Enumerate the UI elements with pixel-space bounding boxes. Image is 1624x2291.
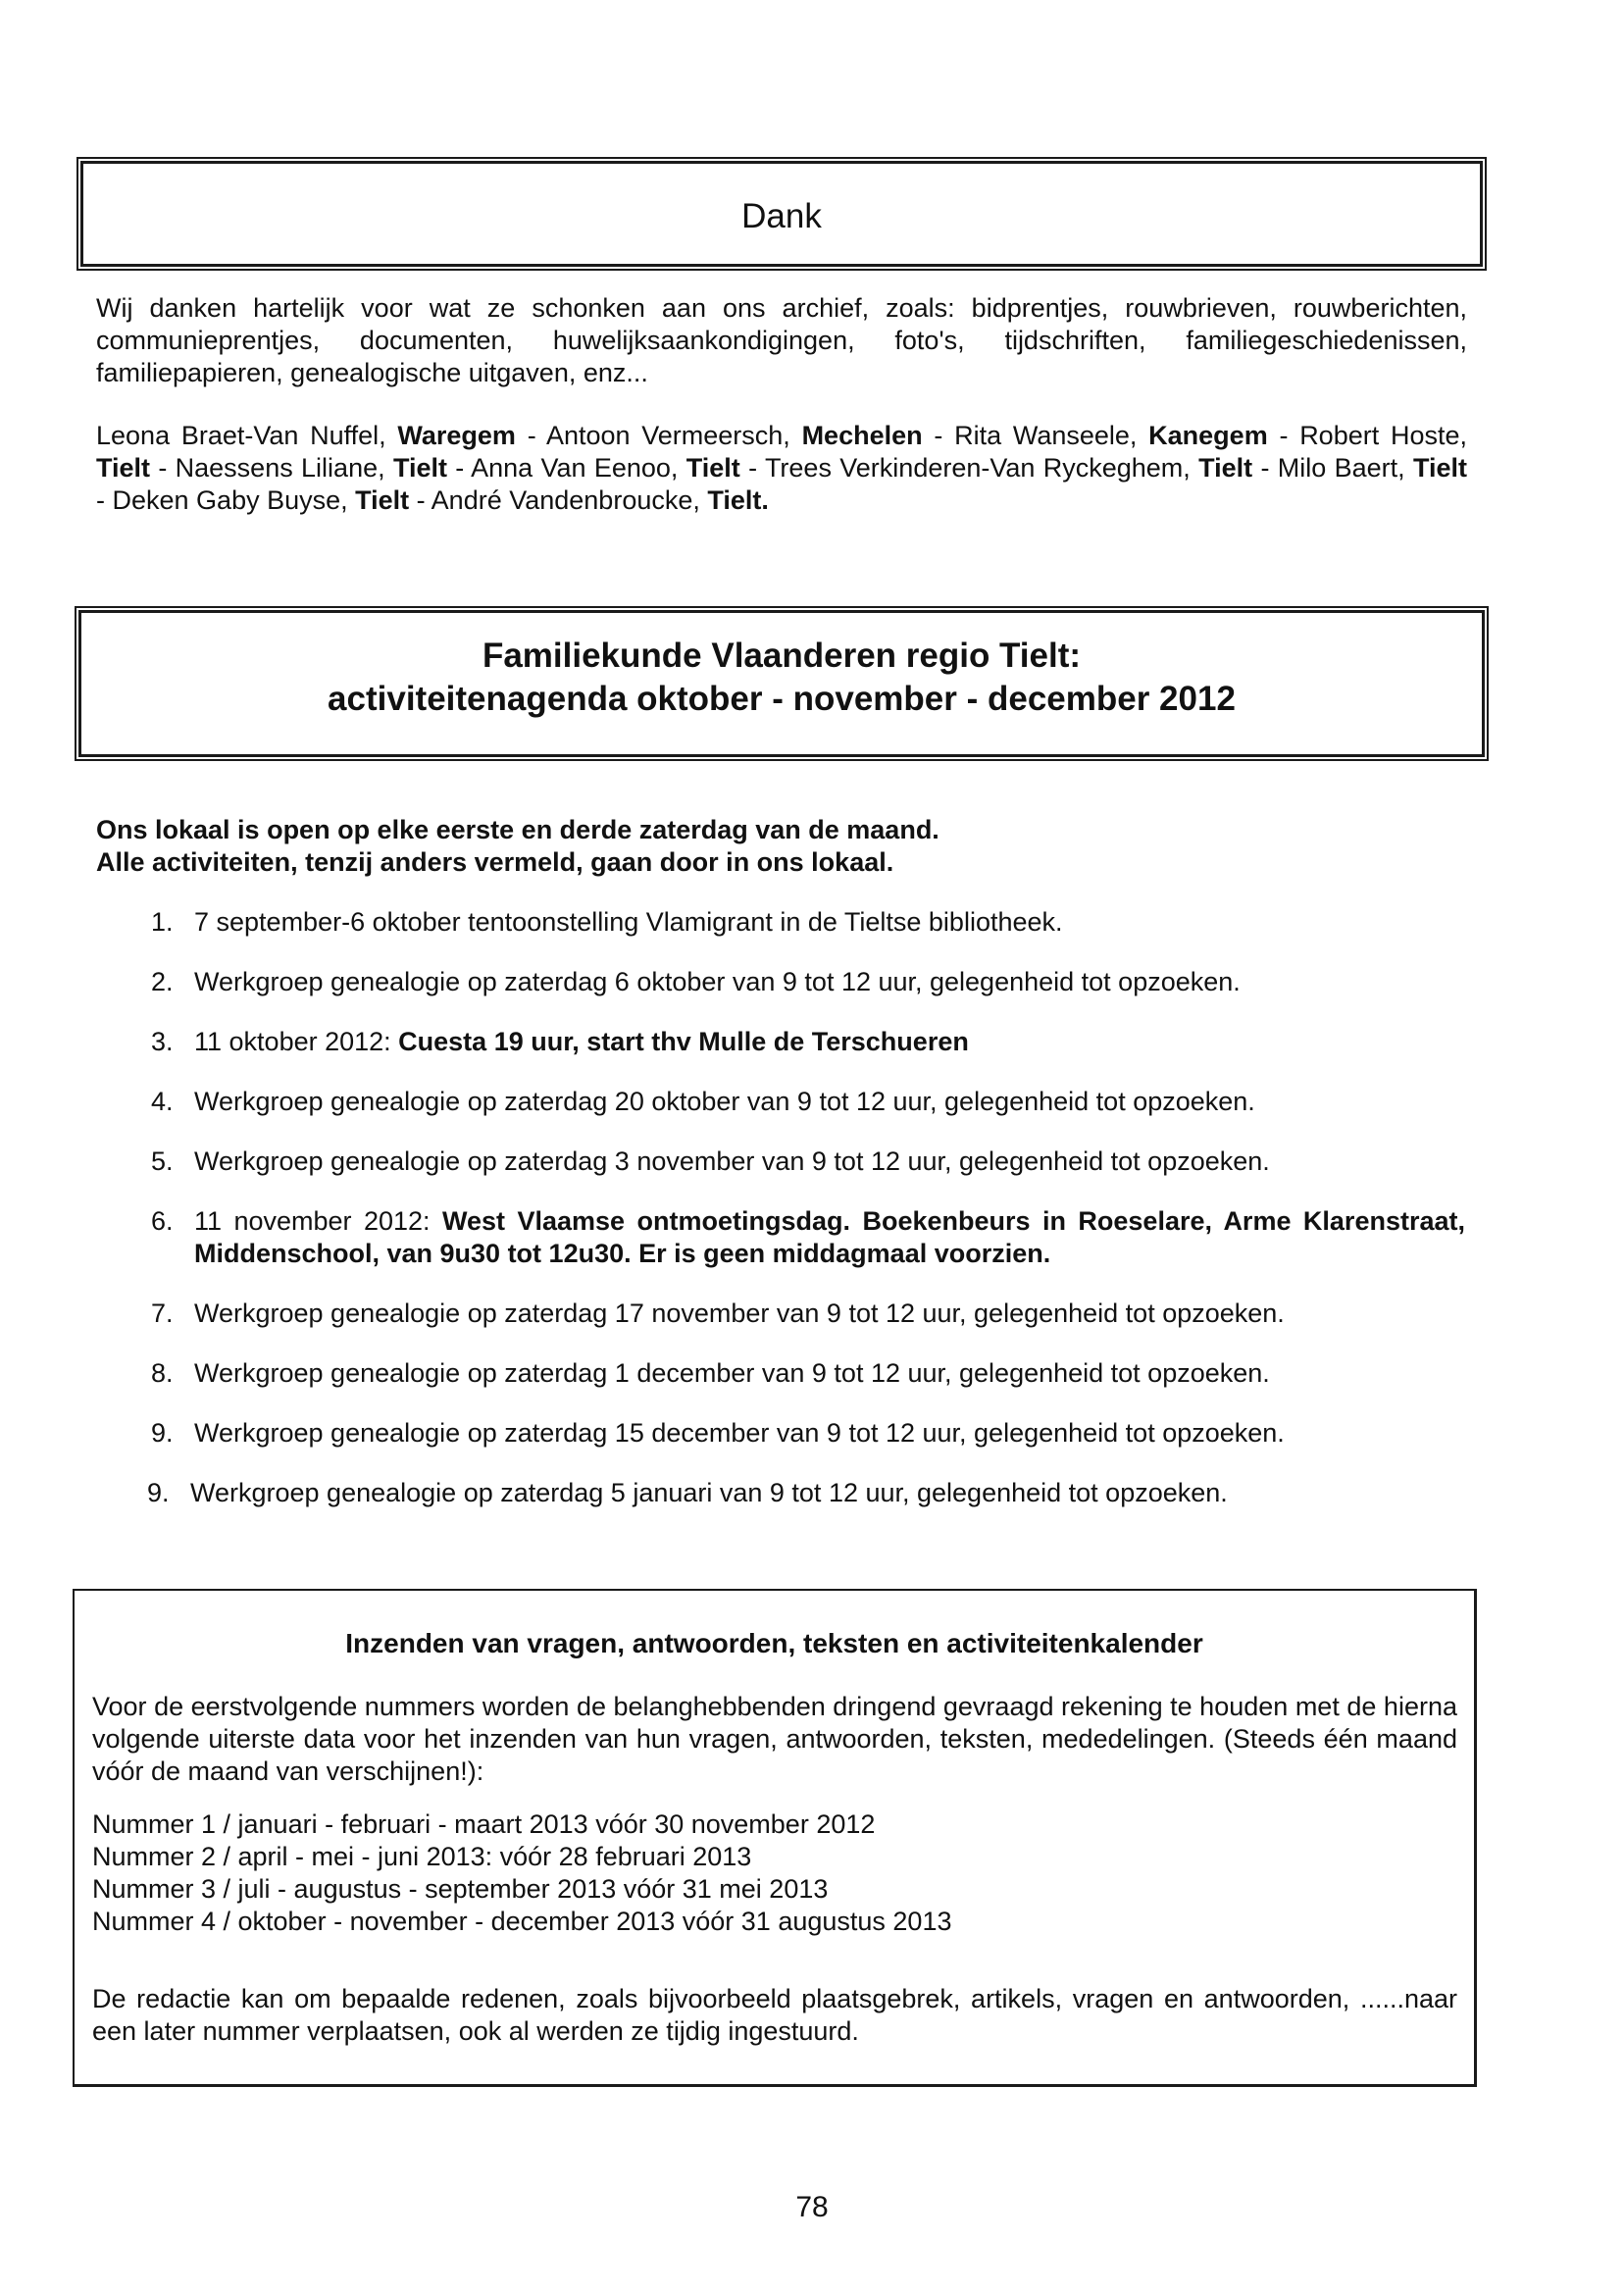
item-text: Werkgroep genealogie op zaterdag 20 oktober van 9 tot 12 uur, gelegenheid tot opzoeken. bbox=[194, 1087, 1255, 1116]
donor-place: Tielt bbox=[355, 485, 410, 515]
agenda-item bbox=[151, 1417, 1465, 1450]
thanks-paragraph: Wij danken hartelijk voor wat ze schonken aan ons archief, zoals: bidprentjes, rouwbrieven, rouwberichten, communieprentjes, documenten, huwelijksaankondigingen, foto's, tijdschriften, familiegeschiedenissen, familiepapieren, genealogische uitgaven, enz... bbox=[96, 293, 1467, 387]
inzenden-intro: Voor de eerstvolgende nummers worden de belanghebbenden dringend gevraagd rekening te houden met de hierna volgende uiterste data voor het inzenden van hun vragen, antwoorden, teksten, mededelingen. (Steeds één maand vóór de maand van verschijnen!): bbox=[92, 1692, 1457, 1786]
deadline-item: Nummer 2 / april - mei - juni 2013: vóór 28 februari 2013 bbox=[92, 1842, 752, 1871]
deadline-list bbox=[92, 1808, 1457, 1938]
donor-place: Kanegem bbox=[1148, 421, 1268, 450]
donor-place: Waregem bbox=[397, 421, 516, 450]
item-number: 6. bbox=[151, 1206, 174, 1236]
donor-place: Tielt. bbox=[707, 485, 769, 515]
donor-place: Tielt bbox=[392, 453, 447, 483]
agenda-list bbox=[147, 906, 1465, 1509]
donor-place: Tielt bbox=[685, 453, 740, 483]
agenda-item bbox=[151, 966, 1465, 998]
item-number: 1. bbox=[151, 907, 174, 937]
donor-name: Naessens Liliane, bbox=[175, 453, 393, 483]
donors-paragraph: Leona Braet-Van Nuffel, Waregem - Antoon Vermeersch, Mechelen - Rita Wanseele, Kanegem - Robert Hoste, Tielt - Naessens Liliane, Tielt - Anna Van Eenoo, Tielt - Trees Verkinderen-Van Ryckeghem, Tielt - Milo Baert, Tielt - Deken Gaby Buyse, Tielt - André Vandenbroucke, Tielt. bbox=[96, 421, 1468, 515]
item-number: 7. bbox=[151, 1298, 174, 1328]
item-number: 4. bbox=[151, 1087, 174, 1116]
item-text: 11 november 2012: bbox=[194, 1206, 443, 1236]
donor-name: Anna Van Eenoo, bbox=[471, 453, 686, 483]
item-text: Werkgroep genealogie op zaterdag 6 oktober van 9 tot 12 uur, gelegenheid tot opzoeken. bbox=[194, 967, 1241, 996]
donor-name: Leona Braet-Van Nuffel, bbox=[96, 421, 398, 450]
item-bold-text: West Vlaamse ontmoetingsdag. Boekenbeurs in Roeselare, Arme Klarenstraat, Middenschool, van 9u30 tot 12u30. Er is geen middagmaal voorzien. bbox=[194, 1206, 1465, 1268]
deadline-item: Nummer 1 / januari - februari - maart 2013 vóór 30 november 2012 bbox=[92, 1809, 876, 1839]
page-number: 78 bbox=[795, 2191, 829, 2223]
item-number: 9. bbox=[147, 1478, 170, 1507]
item-text: 11 oktober 2012: bbox=[194, 1027, 399, 1056]
agenda-title-line2: activiteitenagenda oktober - november - december 2012 bbox=[328, 680, 1236, 718]
agenda-item bbox=[151, 1205, 1465, 1270]
deadline-item: Nummer 3 / juli - augustus - september 2013 vóór 31 mei 2013 bbox=[92, 1874, 829, 1904]
agenda-item bbox=[151, 1298, 1465, 1330]
inzenden-title: Inzenden van vragen, antwoorden, teksten en activiteitenkalender bbox=[345, 1628, 1203, 1658]
item-number: 2. bbox=[151, 967, 174, 996]
redactie-note: De redactie kan om bepaalde redenen, zoals bijvoorbeeld plaatsgebrek, artikels, vragen en antwoorden, ......naar een later nummer verplaatsen, ook al werden ze tijdig ingestuurd. bbox=[92, 1984, 1457, 2046]
donor-name: Milo Baert, bbox=[1277, 453, 1413, 483]
item-text: Werkgroep genealogie op zaterdag 3 november van 9 tot 12 uur, gelegenheid tot opzoeken. bbox=[194, 1146, 1270, 1176]
donor-place: Tielt bbox=[96, 453, 151, 483]
item-bold-text: Cuesta 19 uur, start thv Mulle de Terschueren bbox=[398, 1027, 969, 1056]
agenda-item bbox=[151, 1086, 1465, 1118]
donor-name: Trees Verkinderen-Van Ryckeghem, bbox=[764, 453, 1199, 483]
donor-name: Antoon Vermeersch, bbox=[545, 421, 802, 450]
donor-place: Mechelen bbox=[801, 421, 923, 450]
item-text: 7 september-6 oktober tentoonstelling Vlamigrant in de Tieltse bibliotheek. bbox=[194, 907, 1063, 937]
item-number: 8. bbox=[151, 1358, 174, 1388]
agenda-title-line1: Familiekunde Vlaanderen regio Tielt: bbox=[482, 636, 1082, 675]
agenda-item bbox=[151, 906, 1465, 939]
notice-line: Alle activiteiten, tenzij anders vermeld, gaan door in ons lokaal. bbox=[96, 847, 894, 877]
agenda-header-box bbox=[78, 610, 1485, 757]
agenda-item bbox=[151, 1146, 1465, 1178]
item-number: 3. bbox=[151, 1027, 174, 1056]
donor-place: Tielt bbox=[1412, 453, 1467, 483]
dank-header-box bbox=[80, 161, 1483, 267]
agenda-item bbox=[151, 1357, 1465, 1390]
item-text: Werkgroep genealogie op zaterdag 15 december van 9 tot 12 uur, gelegenheid tot opzoeken. bbox=[194, 1418, 1285, 1448]
donor-name: Rita Wanseele, bbox=[954, 421, 1149, 450]
item-text: Werkgroep genealogie op zaterdag 1 december van 9 tot 12 uur, gelegenheid tot opzoeken. bbox=[194, 1358, 1270, 1388]
donor-name: Deken Gaby Buyse, bbox=[112, 485, 356, 515]
lokaal-notice bbox=[96, 814, 1371, 879]
agenda-item bbox=[147, 1477, 1465, 1509]
notice-line: Ons lokaal is open op elke eerste en derde zaterdag van de maand. bbox=[96, 815, 939, 844]
item-text: Werkgroep genealogie op zaterdag 17 november van 9 tot 12 uur, gelegenheid tot opzoeken. bbox=[194, 1298, 1285, 1328]
donor-name: André Vandenbroucke, bbox=[431, 485, 708, 515]
donor-place: Tielt bbox=[1198, 453, 1253, 483]
dank-title: Dank bbox=[741, 197, 822, 235]
item-number: 5. bbox=[151, 1146, 174, 1176]
donor-name: Robert Hoste, bbox=[1299, 421, 1468, 450]
item-text: Werkgroep genealogie op zaterdag 5 januari van 9 tot 12 uur, gelegenheid tot opzoeken. bbox=[190, 1478, 1228, 1507]
deadline-item: Nummer 4 / oktober - november - december 2013 vóór 31 augustus 2013 bbox=[92, 1907, 952, 1936]
item-number: 9. bbox=[151, 1418, 174, 1448]
inzenden-box bbox=[73, 1589, 1477, 2087]
agenda-item bbox=[151, 1026, 1465, 1058]
